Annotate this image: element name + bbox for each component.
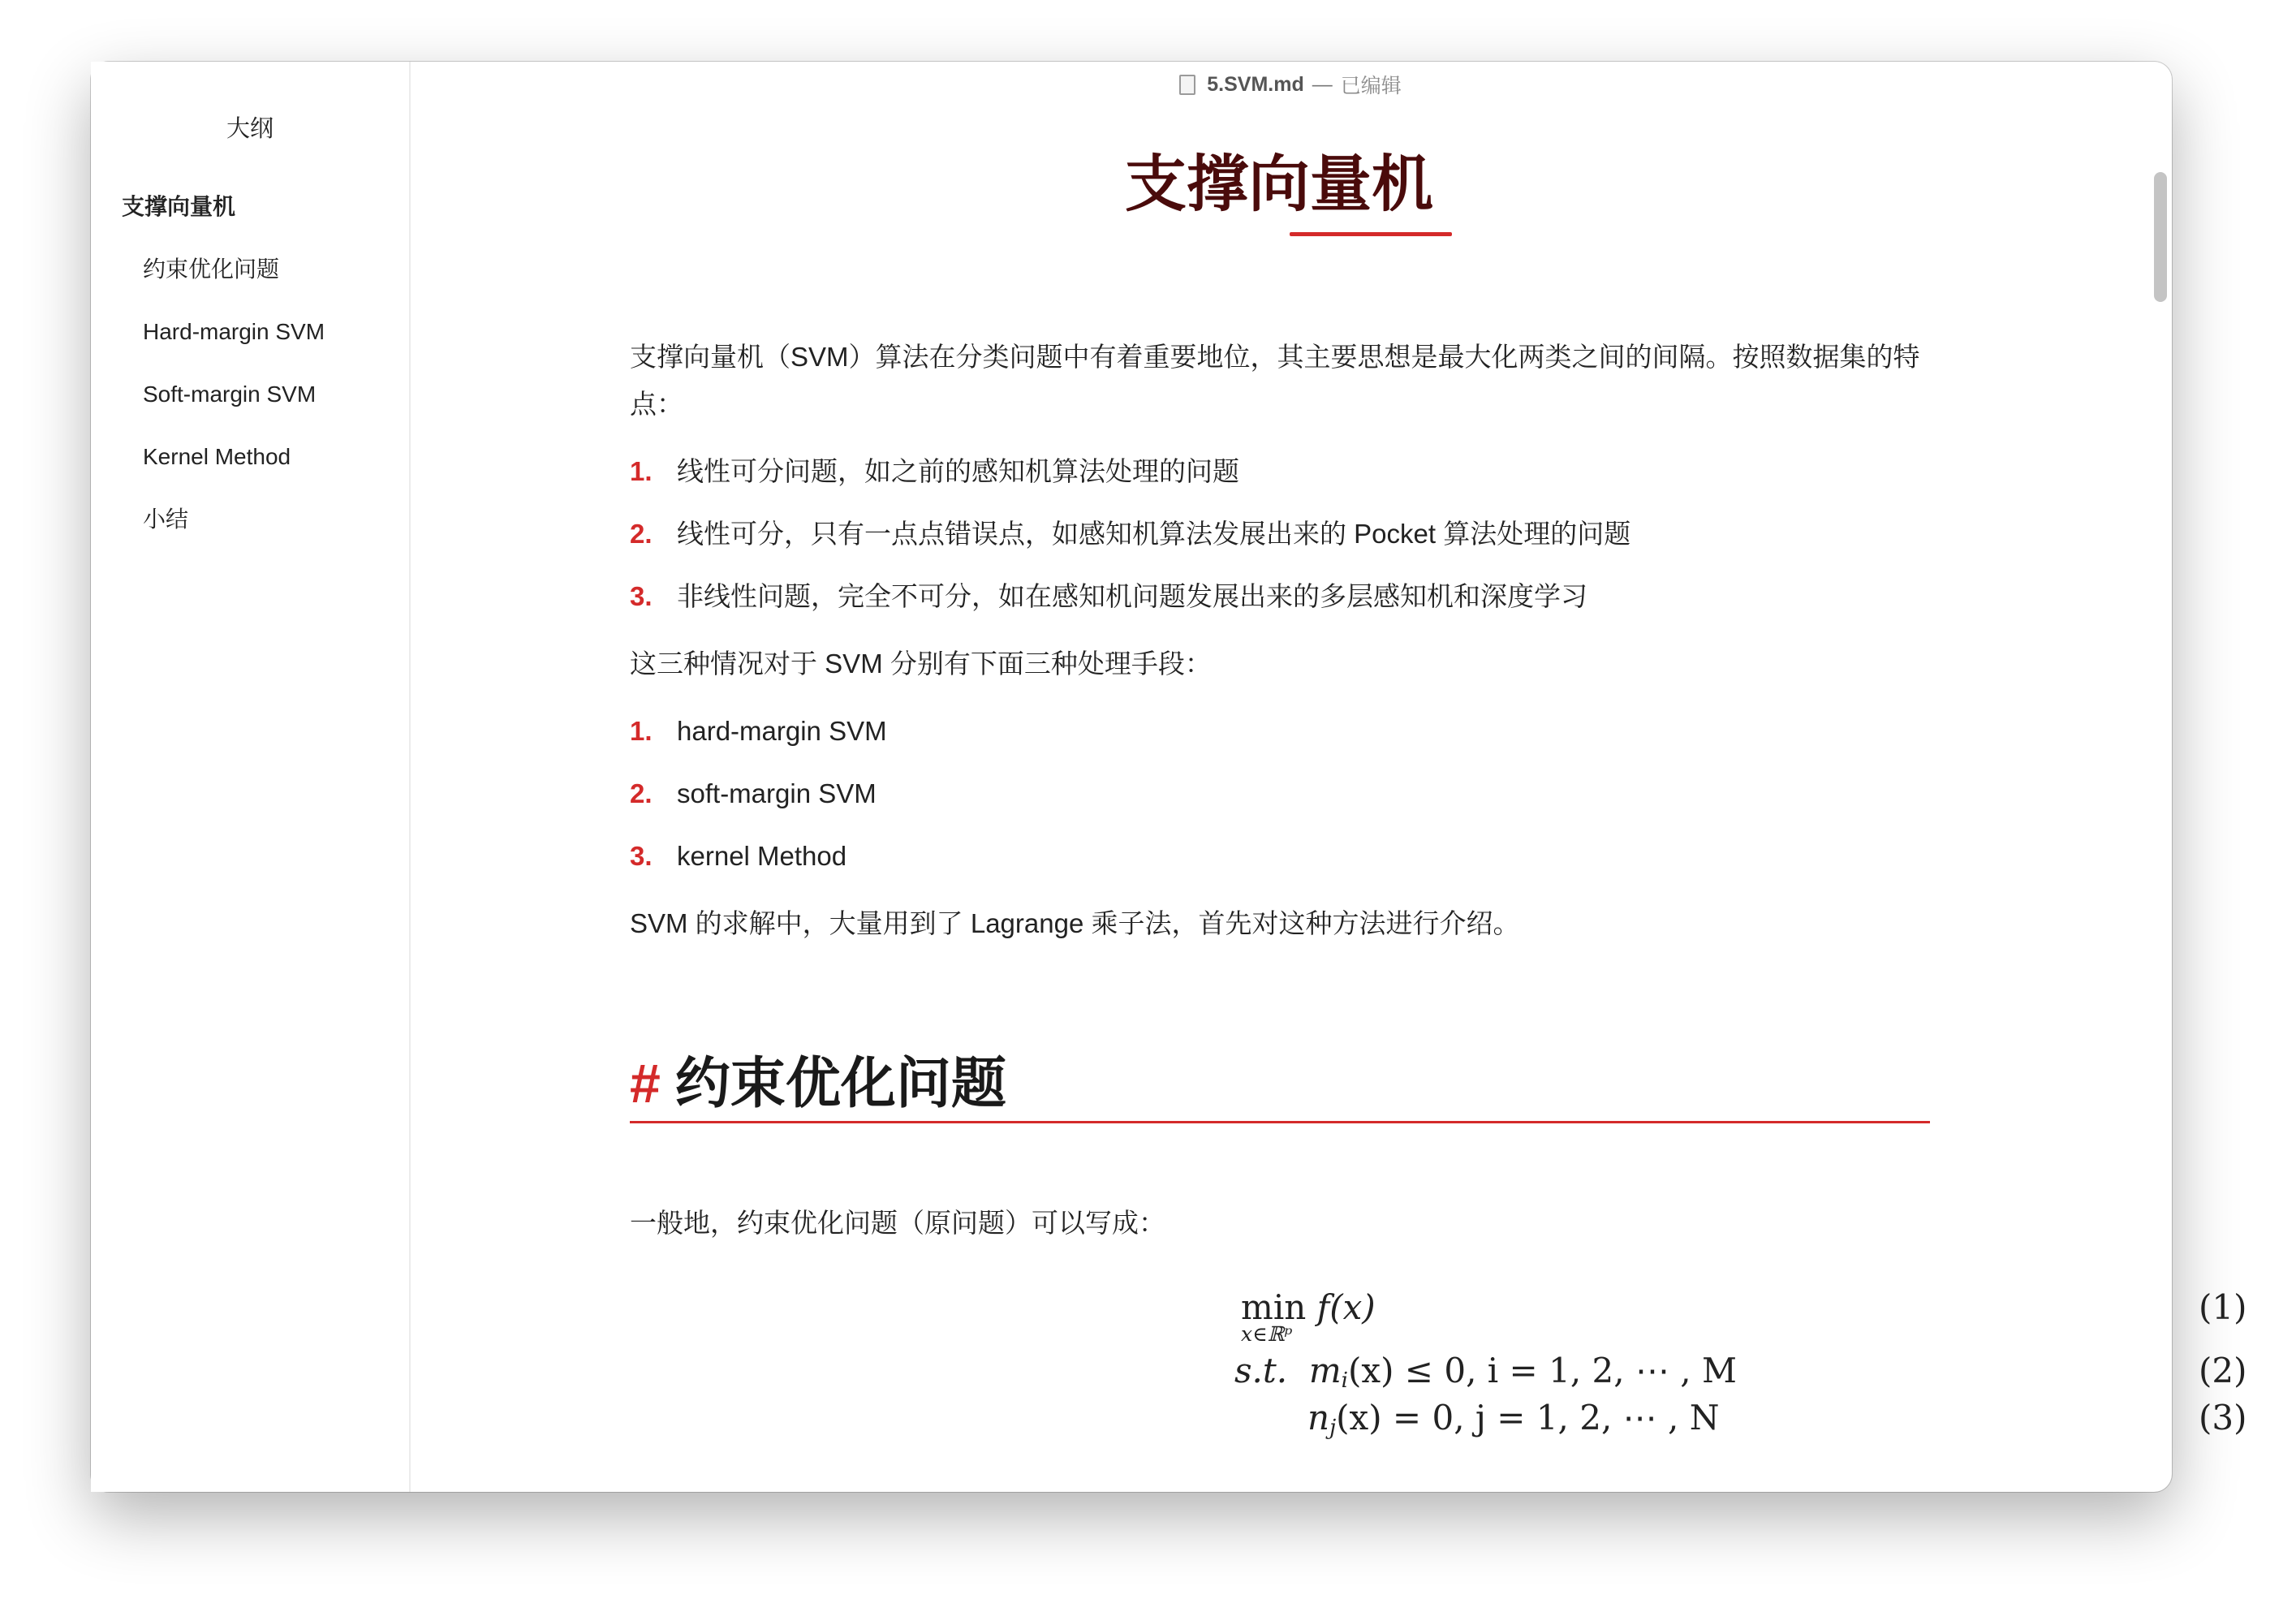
eq-inequality: (x) ≤ 0, i = 1, 2, ⋯ , M xyxy=(1348,1351,1738,1390)
eq-objective: f(x) xyxy=(1316,1287,1376,1327)
intro-paragraph: 支撑向量机（SVM）算法在分类问题中有着重要地位，其主要思想是最大化两类之间的间隔。按照数据集的特点： xyxy=(630,342,1920,419)
list-item xyxy=(630,837,1930,876)
equation-3 xyxy=(1307,1398,1720,1440)
eq-st: s.t. xyxy=(1234,1351,1288,1390)
outline-item-summary[interactable]: 小结 xyxy=(143,506,189,532)
list-number: 3. xyxy=(630,581,653,611)
equation-2 xyxy=(1234,1351,1738,1393)
list-number: 1. xyxy=(630,456,653,486)
section-heading xyxy=(630,1051,1930,1123)
list-text: 非线性问题，完全不可分，如在感知机问题发展出来的多层感知机和深度学习 xyxy=(677,581,1587,611)
edit-status: 已编辑 xyxy=(1340,75,1402,97)
eq-min-subscript: x∈ℝᵖ xyxy=(1241,1322,1293,1346)
scrollbar-thumb[interactable] xyxy=(2154,172,2167,302)
list-text: hard-margin SVM xyxy=(677,716,887,746)
list-text: 线性可分，只有一点点错误点，如感知机算法发展出来的 Pocket 算法处理的问题 xyxy=(677,519,1631,549)
equation-1 xyxy=(1241,1287,1376,1346)
document-body xyxy=(630,334,1930,1247)
outline-item-kernel-method[interactable]: Kernel Method xyxy=(143,444,291,469)
methods-list xyxy=(630,712,1930,876)
heading-text: 约束优化问题 xyxy=(674,1053,1006,1114)
list-number: 2. xyxy=(630,519,653,549)
list-text: soft-margin SVM xyxy=(677,778,877,808)
outline-title: 大纲 xyxy=(226,116,274,142)
window-file-name: 5.SVM.md xyxy=(1207,72,1304,96)
editor-content[interactable] xyxy=(409,62,2247,1492)
list-number: 3. xyxy=(630,841,653,871)
list-text: 线性可分问题，如之前的感知机算法处理的问题 xyxy=(677,456,1239,486)
list-item xyxy=(630,577,1930,616)
outline-item-svm[interactable]: 支撑向量机 xyxy=(122,194,236,219)
eq-m-subscript: i xyxy=(1341,1368,1348,1393)
title-underline xyxy=(1290,232,1452,236)
list-number: 1. xyxy=(630,716,653,746)
list-item xyxy=(630,774,1930,813)
app-window xyxy=(91,62,2247,1492)
eq-n-subscript: j xyxy=(1329,1416,1337,1440)
outline-item-constrained-optimization[interactable]: 约束优化问题 xyxy=(143,256,280,282)
eq-equality: (x) = 0, j = 1, 2, ⋯ , N xyxy=(1336,1398,1720,1437)
cases-list xyxy=(630,452,1930,616)
outline-item-hard-margin[interactable]: Hard-margin SVM xyxy=(143,319,325,344)
eq-tag-1: (1) xyxy=(2199,1287,2247,1327)
vertical-scrollbar[interactable] xyxy=(2149,107,2172,1492)
eq-n: n xyxy=(1307,1398,1330,1437)
eq-tag-2: (2) xyxy=(2199,1351,2247,1390)
list-item xyxy=(630,515,1930,554)
section-paragraph: 一般地，约束优化问题（原问题）可以写成： xyxy=(630,1207,1165,1238)
eq-m: m xyxy=(1308,1351,1342,1390)
outline-list xyxy=(91,175,409,550)
lagrange-paragraph: SVM 的求解中，大量用到了 Lagrange 乘子法，首先对这种方法进行介绍。 xyxy=(630,908,1520,938)
outline-sidebar xyxy=(91,62,411,1492)
outline-item-soft-margin[interactable]: Soft-margin SVM xyxy=(143,381,317,407)
heading-hash: # xyxy=(630,1053,661,1114)
title-separator: — xyxy=(1312,72,1333,96)
eq-tag-3: (3) xyxy=(2199,1398,2247,1437)
methods-paragraph: 这三种情况对于 SVM 分别有下面三种处理手段： xyxy=(630,649,1212,679)
list-text: kernel Method xyxy=(677,841,847,871)
list-item xyxy=(630,452,1930,491)
list-number: 2. xyxy=(630,778,653,808)
eq-min: min xyxy=(1241,1287,1307,1327)
document-title: 支撑向量机 xyxy=(1125,150,1433,219)
list-item xyxy=(630,712,1930,751)
